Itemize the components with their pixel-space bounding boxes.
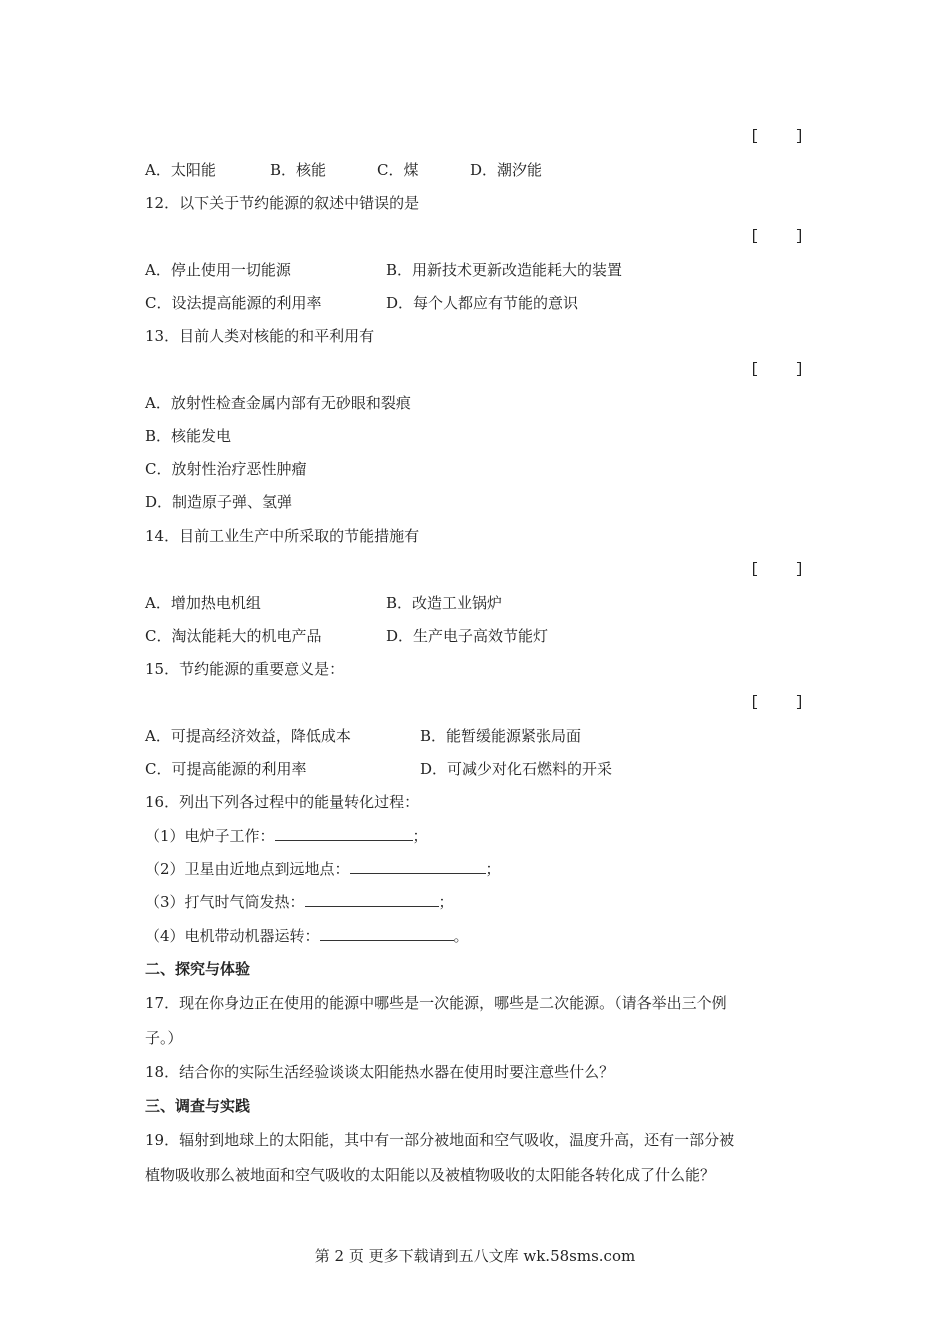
q15-option-b: B．能暂缓能源紧张局面 xyxy=(420,727,582,745)
q11-option-b: B．核能 xyxy=(270,161,327,179)
answer-bracket-q13: [ ] xyxy=(750,361,805,378)
q18-stem: 18．结合你的实际生活经验谈谈太阳能热水器在使用时要注意些什么？ xyxy=(145,1063,615,1081)
q16-item-1-end: ； xyxy=(412,827,428,845)
q13-option-b: B．核能发电 xyxy=(145,427,232,445)
q11-option-d: D．潮汐能 xyxy=(470,161,543,179)
q12-option-b: B．用新技术更新改造能耗大的装置 xyxy=(386,261,623,279)
q13-stem: 13．目前人类对核能的和平利用有 xyxy=(145,327,375,345)
q12-option-a: A．停止使用一切能源 xyxy=(145,261,291,279)
q15-option-a: A．可提高经济效益，降低成本 xyxy=(145,727,351,745)
q12-option-c: C．设法提高能源的利用率 xyxy=(145,294,322,312)
answer-blank-4[interactable] xyxy=(320,926,454,941)
q16-item-4-end: 。 xyxy=(453,927,469,945)
q14-option-c: C．淘汰能耗大的机电产品 xyxy=(145,627,322,645)
q17-line-1: 17．现在你身边正在使用的能源中哪些是一次能源，哪些是二次能源。（请各举出三个例 xyxy=(145,994,727,1012)
q13-option-d: D．制造原子弹、氢弹 xyxy=(145,493,293,511)
q12-stem: 12．以下关于节约能源的叙述中错误的是 xyxy=(145,194,420,212)
q11-option-a: A．太阳能 xyxy=(145,161,216,179)
q11-option-c: C．煤 xyxy=(377,161,419,179)
q14-option-b: B．改造工业锅炉 xyxy=(386,594,503,612)
q14-option-a: A．增加热电机组 xyxy=(145,594,261,612)
answer-bracket-q12: [ ] xyxy=(750,228,805,245)
q16-item-3-label: （3）打气时气筒发热： xyxy=(145,893,305,911)
q15-option-c: C．可提高能源的利用率 xyxy=(145,760,307,778)
q16-item-4-label: （4）电机带动机器运转： xyxy=(145,927,320,945)
q16-item-3-end: ； xyxy=(438,893,454,911)
q15-option-d: D．可减少对化石燃料的开采 xyxy=(420,760,613,778)
q16-item-4 xyxy=(145,926,469,946)
section-heading-survey: 三、调查与实践 xyxy=(145,1097,251,1115)
q16-item-2-end: ； xyxy=(485,860,501,878)
section-heading-inquiry: 二、探究与体验 xyxy=(145,960,251,978)
answer-bracket-q15: [ ] xyxy=(750,694,805,711)
answer-bracket-q11: [ ] xyxy=(750,128,805,145)
q14-stem: 14．目前工业生产中所采取的节能措施有 xyxy=(145,527,420,545)
q16-item-1 xyxy=(145,826,428,846)
page-footer: 第 2 页 更多下载请到五八文库 wk.58sms.com xyxy=(314,1247,636,1265)
q19-line-1: 19．辐射到地球上的太阳能，其中有一部分被地面和空气吸收，温度升高，还有一部分被 xyxy=(145,1131,735,1149)
q14-option-d: D．生产电子高效节能灯 xyxy=(386,627,549,645)
q16-item-2 xyxy=(145,859,501,879)
q12-option-d: D．每个人都应有节能的意识 xyxy=(386,294,579,312)
q15-stem: 15．节约能源的重要意义是： xyxy=(145,660,345,678)
q16-item-2-label: （2）卫星由近地点到远地点： xyxy=(145,860,350,878)
q13-option-a: A．放射性检查金属内部有无砂眼和裂痕 xyxy=(145,394,411,412)
q16-item-3 xyxy=(145,892,454,912)
answer-blank-2[interactable] xyxy=(350,859,486,874)
answer-blank-3[interactable] xyxy=(305,892,439,907)
q19-line-2: 植物吸收那么被地面和空气吸收的太阳能以及被植物吸收的太阳能各转化成了什么能？ xyxy=(145,1166,716,1184)
q17-line-2: 子。） xyxy=(145,1029,183,1047)
q16-stem: 16．列出下列各过程中的能量转化过程： xyxy=(145,793,420,811)
answer-bracket-q14: [ ] xyxy=(750,561,805,578)
answer-blank-1[interactable] xyxy=(275,826,413,841)
q16-item-1-label: （1）电炉子工作： xyxy=(145,827,275,845)
q13-option-c: C．放射性治疗恶性肿瘤 xyxy=(145,460,307,478)
